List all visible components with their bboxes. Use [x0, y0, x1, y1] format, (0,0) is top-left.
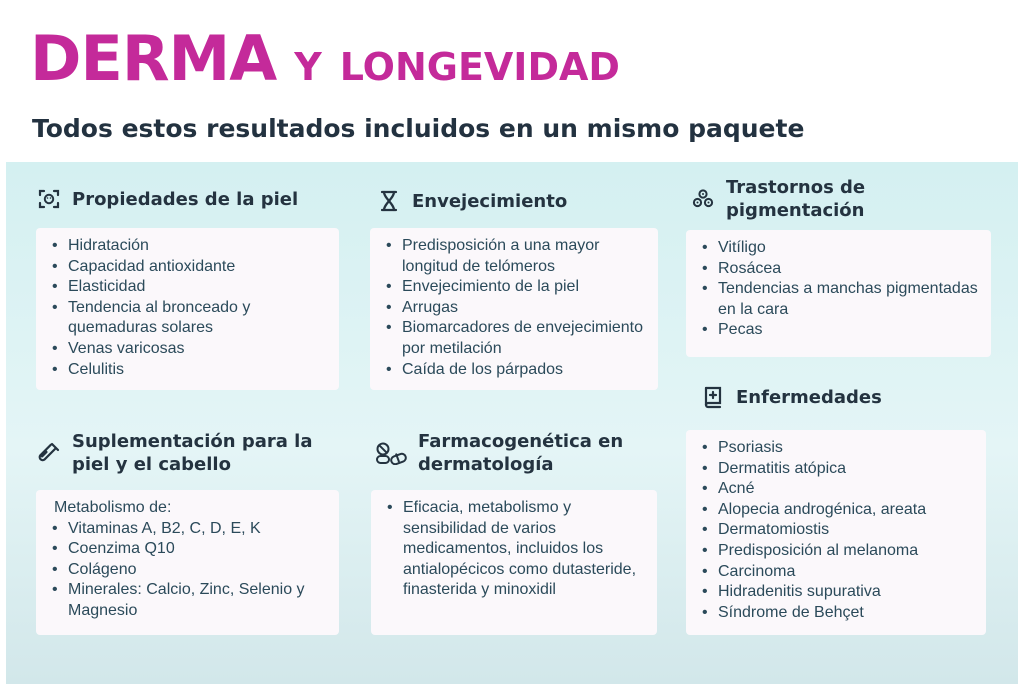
section-aging-header	[376, 188, 567, 214]
section-supplement-title	[72, 430, 313, 476]
section-aging-title: Envejecimiento	[412, 190, 568, 212]
section-pigment-title-line1: Trastornos de	[726, 177, 866, 198]
list-item: • Tendencias a manchas pigmentadas en la cara	[700, 279, 981, 320]
section-pigment-title-line2: pigmentación	[726, 200, 865, 221]
list-skin	[50, 236, 329, 380]
title-derma: DERMA	[30, 22, 277, 95]
list-item: • Pecas	[700, 320, 981, 341]
section-skin-title: Propiedades de la piel	[72, 188, 299, 210]
card-pharma	[371, 490, 657, 635]
list-item: • Capacidad antioxidante	[50, 257, 329, 278]
pills-icon	[374, 440, 408, 466]
list-item: • Rosácea	[700, 259, 981, 280]
section-pharma-title-line1: Farmacogenética en	[418, 431, 624, 452]
title-longevidad: LONGEVIDAD	[339, 45, 620, 89]
section-pigment-title	[726, 176, 865, 222]
list-item: • Predisposición a una mayor longitud de telómeros	[384, 236, 648, 277]
list-item: • Psoriasis	[700, 438, 976, 459]
section-supplement-title-line2: piel y el cabello	[72, 454, 231, 475]
list-pharma	[385, 498, 647, 601]
list-item: • Colágeno	[50, 560, 329, 581]
test-tube-icon	[36, 440, 62, 466]
title-y: Y	[294, 45, 322, 89]
list-item: • Caída de los párpados	[384, 360, 648, 381]
list-item: • Alopecia androgénica, areata	[700, 500, 976, 521]
card-diseases	[686, 430, 986, 635]
list-item: • Hidradenitis supurativa	[700, 582, 976, 603]
page-title	[30, 22, 620, 95]
list-item: • Minerales: Calcio, Zinc, Selenio y Magnesio	[50, 580, 329, 621]
list-item: • Arrugas	[384, 298, 648, 319]
page-subtitle: Todos estos resultados incluidos en un mismo paquete	[32, 114, 805, 143]
list-item: • Dermatomiostis	[700, 520, 976, 541]
list-item: • Venas varicosas	[50, 339, 329, 360]
list-item: • Tendencia al bronceado y quemaduras solares	[50, 298, 329, 339]
section-pharma-title-line2: dermatología	[418, 454, 554, 475]
card-aging	[370, 228, 658, 390]
medical-book-icon	[700, 384, 726, 410]
list-item: • Síndrome de Behçet	[700, 603, 976, 624]
list-item: • Envejecimiento de la piel	[384, 277, 648, 298]
supplement-intro: Metabolismo de:	[54, 499, 172, 516]
list-pigment	[700, 238, 981, 341]
section-pharma-header	[374, 430, 623, 476]
list-item: • Eficacia, metabolismo y sensibilidad de varios medicamentos, incluidos los antialopécicos como dutasteride, finasterida y minoxidil	[385, 498, 647, 601]
section-skin-header	[36, 186, 298, 212]
list-supplement	[50, 519, 329, 622]
card-pigment	[686, 230, 991, 357]
list-item: • Biomarcadores de envejecimiento por metilación	[384, 318, 648, 359]
section-pigment-header	[690, 176, 865, 222]
section-diseases-title: Enfermedades	[736, 386, 882, 408]
cells-cluster-icon	[690, 186, 716, 212]
list-item: • Coenzima Q10	[50, 539, 329, 560]
card-skin	[36, 228, 339, 390]
hourglass-dna-icon	[376, 188, 402, 214]
list-diseases	[700, 438, 976, 623]
list-item: • Hidratación	[50, 236, 329, 257]
list-item: • Vitaminas A, B2, C, D, E, K	[50, 519, 329, 540]
list-item: • Elasticidad	[50, 277, 329, 298]
list-item: • Carcinoma	[700, 562, 976, 583]
section-diseases-header	[700, 384, 882, 410]
list-item: • Acné	[700, 479, 976, 500]
list-item: • Vitíligo	[700, 238, 981, 259]
section-supplement-header	[36, 430, 313, 476]
face-scan-icon	[36, 186, 62, 212]
list-item: • Dermatitis atópica	[700, 459, 976, 480]
list-aging	[384, 236, 648, 380]
section-supplement-title-line1: Suplementación para la	[72, 431, 313, 452]
list-item: • Predisposición al melanoma	[700, 541, 976, 562]
card-supplement	[36, 490, 339, 635]
section-pharma-title	[418, 430, 623, 476]
list-item: • Celulitis	[50, 360, 329, 381]
